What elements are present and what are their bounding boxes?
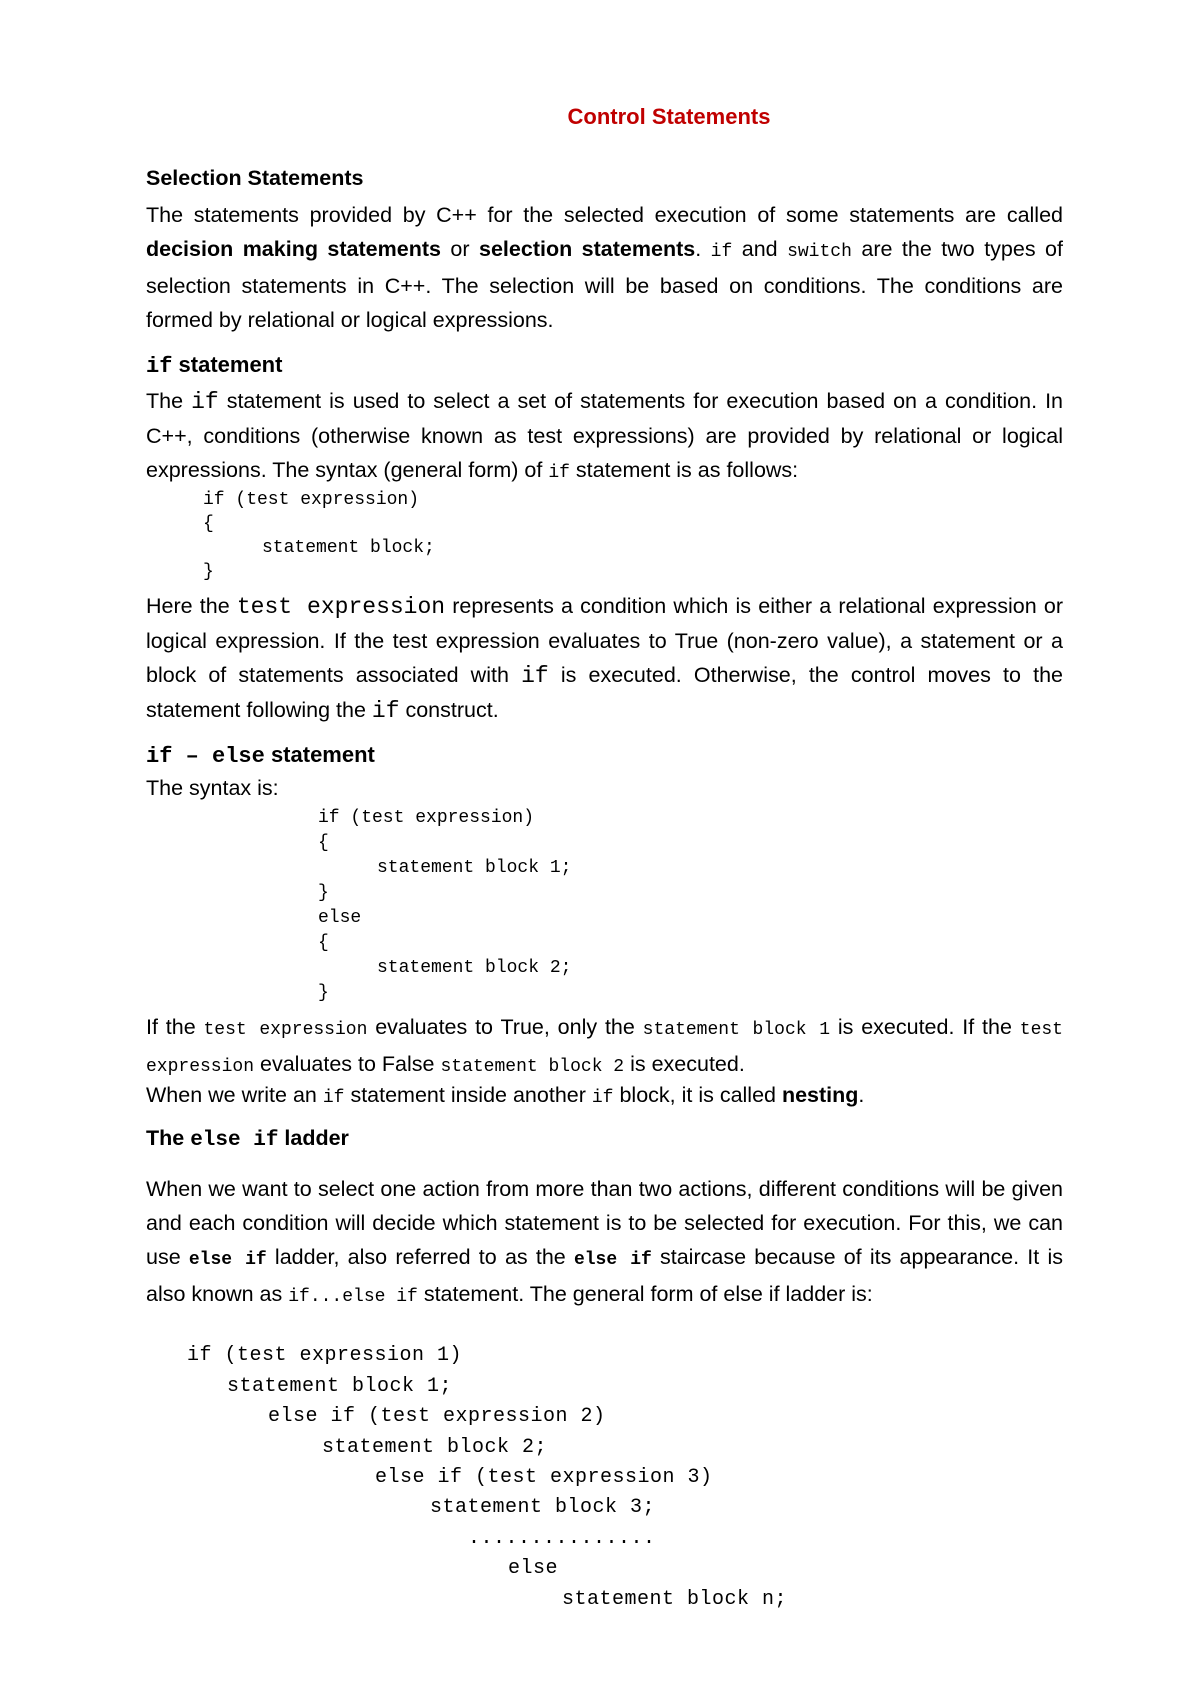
code-line: if (test expression) <box>318 808 535 828</box>
inline-code: test expression <box>236 594 446 620</box>
if-else-paragraph-1 <box>146 1010 1063 1084</box>
text-run: are the two types of selection statements in C++. The selection will be based on conditions. The conditions are formed by relational or logical expressions. <box>146 237 1063 332</box>
if-paragraph-1 <box>146 384 1063 490</box>
text-run: and <box>732 237 788 261</box>
text-run: staircase because of its appearance. It is also known as <box>146 1245 1063 1306</box>
syntax-intro: The syntax is: <box>146 776 279 800</box>
text-run: If the <box>146 1015 204 1039</box>
inline-code: if <box>548 463 570 483</box>
text-run: is executed. <box>624 1052 745 1076</box>
text-run: statement inside another <box>344 1083 592 1107</box>
code-line: statement block 1; <box>377 858 572 878</box>
text-run: . <box>695 237 711 261</box>
text-run: construct. <box>399 698 499 722</box>
text-run: . <box>858 1083 865 1107</box>
inline-code: if <box>322 1088 345 1108</box>
heading-code: else if <box>190 1129 279 1152</box>
page-title: Control Statements <box>567 104 771 129</box>
inline-code: statement block 1 <box>642 1020 831 1040</box>
code-line: else <box>508 1557 559 1580</box>
inline-code: if <box>710 242 733 262</box>
text-run: statement is used to select a set of statements for execution based on a condition. In C++, conditions (otherwise known as test expressions) are provided by relational or logical expressions. The syntax (general form) of <box>146 389 1063 482</box>
heading-text: The <box>146 1126 191 1150</box>
text-run: When we want to select one action from more than two actions, different conditions will be given and each condition will decide which statement is to be selected for execution. For this, we can use <box>146 1177 1063 1269</box>
text-run: ladder, also referred to as the <box>266 1245 574 1269</box>
inline-code: else if <box>188 1250 267 1270</box>
text-run: When we write an <box>146 1083 323 1107</box>
text-run: statement is as follows: <box>569 458 799 482</box>
bold-term: selection statements <box>479 237 696 261</box>
text-run: or <box>440 237 480 261</box>
code-line: statement block; <box>262 538 435 558</box>
if-paragraph-2 <box>146 589 1063 728</box>
inline-code: else if <box>573 1250 652 1270</box>
else-if-paragraph <box>146 1172 1063 1314</box>
text-run: statement. The general form of else if ladder is: <box>417 1282 873 1306</box>
inline-code: if <box>191 389 219 415</box>
inline-code: if...else if <box>288 1287 418 1307</box>
text-run: block, it is called <box>613 1083 782 1107</box>
inline-code: switch <box>787 242 852 262</box>
heading-code: if – else <box>146 744 265 769</box>
text-run: is executed. Otherwise, the control moves to the statement following the <box>146 663 1063 722</box>
code-line: } <box>318 983 329 1003</box>
text-run: represents a condition which is either a relational expression or logical expression. If the test expression evaluates to True (non-zero value), a statement or a block of statements associated with <box>146 594 1064 687</box>
code-line: { <box>318 933 329 953</box>
code-line: else if (test expression 2) <box>268 1405 606 1428</box>
inline-code: statement block 2 <box>440 1057 625 1077</box>
code-line: statement block 2; <box>322 1436 548 1459</box>
code-line: } <box>318 883 329 903</box>
code-line: statement block 3; <box>430 1496 656 1519</box>
heading-text: ladder <box>278 1126 349 1150</box>
text-run: is executed. If the <box>830 1015 1020 1039</box>
heading-code: if <box>146 354 173 379</box>
selection-statements-heading: Selection Statements <box>146 166 364 190</box>
heading-text: statement <box>264 742 375 767</box>
if-statement-heading <box>146 352 282 379</box>
code-line: { <box>318 833 329 853</box>
text-run: evaluates to True, only the <box>367 1015 643 1039</box>
inline-code: if <box>591 1088 614 1108</box>
code-line: } <box>203 562 214 582</box>
else-if-ladder-heading <box>146 1126 349 1152</box>
code-line: if (test expression) <box>203 490 420 510</box>
code-line: ............... <box>468 1527 656 1550</box>
inline-code: if <box>371 698 400 724</box>
heading-text: statement <box>172 352 283 377</box>
code-line: statement block 2; <box>377 958 572 978</box>
text-run: The statements provided by C++ for the selected execution of some statements are called <box>146 203 1063 227</box>
code-line: else <box>318 908 362 928</box>
text-run: Here the <box>146 594 237 618</box>
text-run: evaluates to False <box>254 1052 441 1076</box>
code-line: statement block n; <box>562 1588 788 1611</box>
code-line: if (test expression 1) <box>187 1344 463 1367</box>
inline-code: test expression <box>203 1020 368 1040</box>
if-else-paragraph-2 <box>146 1078 1063 1115</box>
text-run: The <box>146 389 192 413</box>
selection-paragraph <box>146 198 1063 337</box>
inline-code: test expression <box>146 1020 1063 1077</box>
code-line: { <box>203 514 214 534</box>
inline-code: if <box>521 663 549 689</box>
code-line: statement block 1; <box>227 1375 453 1398</box>
code-line: else if (test expression 3) <box>375 1466 713 1489</box>
if-else-heading <box>146 742 375 769</box>
bold-term: decision making statements <box>146 237 441 261</box>
bold-term: nesting <box>781 1083 859 1107</box>
